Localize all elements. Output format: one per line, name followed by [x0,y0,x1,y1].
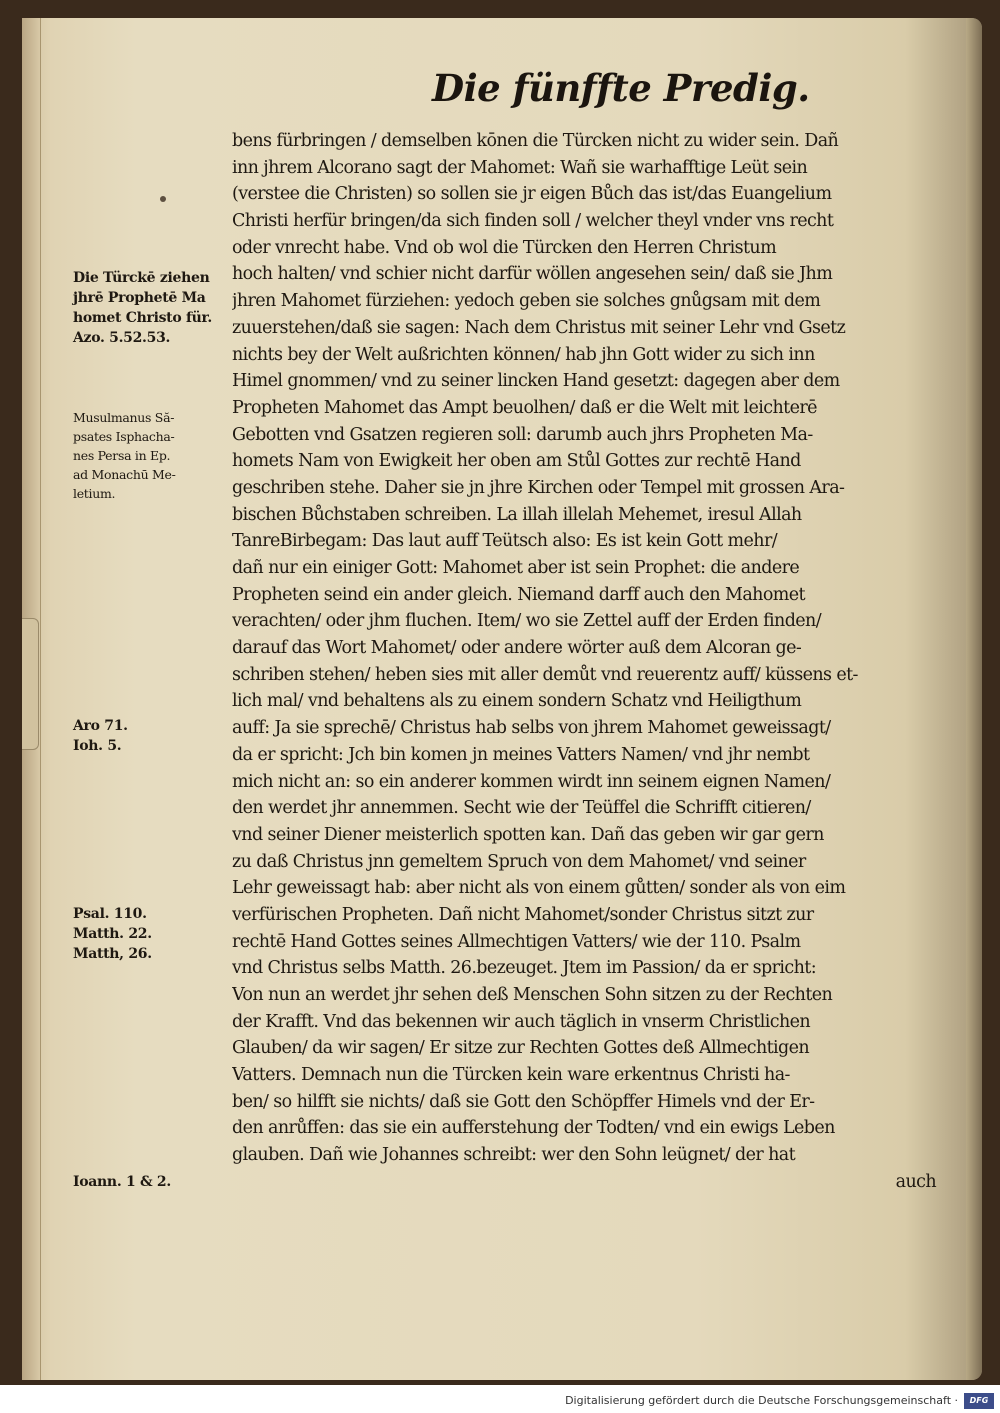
marginal-note: Aro 71. Ioh. 5. [73,718,128,754]
text-line: nichts bey der Welt außrichten können/ hab jhn Gott wider zu sich inn [232,344,815,365]
marginal-note: Psal. 110. Matth. 22. Matth, 26. [73,906,152,962]
body-text [232,128,940,1196]
text-line: den anrůffen: das sie ein aufferstehung der Todten/ vnd ein ewigs Leben [232,1118,835,1139]
page-tab-mark [22,618,39,750]
text-line: Himel gnommen/ vnd zu seiner lincken Hand gesetzt: dagegen aber dem [232,371,840,392]
text-line: Glauben/ da wir sagen/ Er sitze zur Rechten Gottes deß Allmechtigen [232,1038,810,1059]
text-line: auff: Ja sie sprechē/ Christus hab selbs von jhrem Mahomet geweissagt/ [232,718,831,739]
text-line: verfürischen Propheten. Dañ nicht Mahomet/sonder Christus sitzt zur [232,904,814,925]
text-line: Vatters. Demnach nun die Türcken kein ware erkentnus Christi ha- [232,1065,790,1086]
text-line: geschriben stehe. Daher sie jn jhre Kirchen oder Tempel mit grossen Ara- [232,477,845,498]
marginal-note: Ioann. 1 & 2. [73,1174,171,1190]
text-line: bischen Bůchstaben schreiben. La illah illelah Mehemet, iresul Allah [232,504,802,525]
ink-dot [160,196,166,202]
text-line: jhren Mahomet fürziehen: yedoch geben sie solches gnůgsam mit dem [232,291,821,312]
text-line: da er spricht: Jch bin komen jn meines Vatters Namen/ vnd jhr nembt [232,744,810,765]
text-line: den werdet jhr annemmen. Secht wie der Teüffel die Schrifft citieren/ [232,798,811,819]
text-line: bens fürbringen / demselben kōnen die Türcken nicht zu wider sein. Dañ [232,131,839,151]
text-line: vnd seiner Diener meisterlich spotten kan. Dañ das geben wir gar gern [232,824,824,845]
text-line: Christi herfür bringen/da sich finden soll / welcher theyl vnder vns recht [232,211,834,232]
catchword: auch [895,1171,936,1192]
text-line: hoch halten/ vnd schier nicht darfür wöllen angesehen sein/ daß sie Jhm [232,264,833,285]
text-line: inn jhrem Alcorano sagt der Mahomet: Wañ sie warhafftige Leüt sein [232,157,808,178]
text-line: vnd Christus selbs Matth. 26.bezeuget. Jtem im Passion/ da er spricht: [232,958,817,979]
text-line: zuuerstehen/daß sie sagen: Nach dem Christus mit seiner Lehr vnd Gsetz [232,317,846,338]
text-line: Gebotten vnd Gsatzen regieren soll: darumb auch jhrs Propheten Ma- [232,424,813,445]
text-line: der Krafft. Vnd das bekennen wir auch täglich in vnserm Christlichen [232,1011,811,1032]
marginal-note: Die Türckē ziehen jhrē Prophetē Ma homet Christo für. Azo. 5.52.53. [73,270,212,346]
text-line: Propheten Mahomet das Ampt beuolhen/ daß er die Welt mit leichterē [232,397,817,418]
text-line: schriben stehen/ heben sies mit aller demůt vnd reuerentz auff/ küssens et- [232,664,858,685]
text-line: oder vnrecht habe. Vnd ob wol die Türcken den Herren Christum [232,237,777,258]
marginal-note: Musulmanus Să- psates Isphacha- nes Persa in Ep. ad Monachū Me- letium. [73,410,176,501]
page-edge [966,18,982,1380]
text-line: mich nicht an: so ein anderer kommen wirdt inn seinem eignen Namen/ [232,771,831,792]
text-line: ben/ so hilfft sie nichts/ daß sie Gott den Schöpffer Himels vnd der Er- [232,1091,815,1112]
text-line: TanreBirbegam: Das laut auff Teütsch also: Es ist kein Gott mehr/ [232,531,778,552]
text-line: Von nun an werdet jhr sehen deß Menschen Sohn sitzen zu der Rechten [232,985,833,1005]
text-line: zu daß Christus jnn gemeltem Spruch von dem Mahomet/ vnd seiner [232,851,806,872]
text-line: glauben. Dañ wie Johannes schreibt: wer den Sohn leügnet/ der hat [232,1145,796,1166]
text-line: verachten/ oder jhm fluchen. Item/ wo sie Zettel auff der Erden finden/ [232,611,822,632]
text-line: Propheten seind ein ander gleich. Niemand darff auch den Mahomet [232,584,805,605]
text-line: homets Nam von Ewigkeit her oben am Stůl Gottes zur rechtē Hand [232,451,801,472]
page-heading: Die fünffte Predig. [432,66,810,110]
text-line: dañ nur ein einiger Gott: Mahomet aber ist sein Prophet: die andere [232,558,800,578]
text-line: lich mal/ vnd behaltens als zu einem sondern Schatz vnd Heiligthum [232,691,802,712]
footer-bar [0,1390,1000,1413]
text-line: Lehr geweissagt hab: aber nicht als von einem gůtten/ sonder als von eim [232,878,846,899]
text-line: rechtē Hand Gottes seines Allmechtigen Vatters/ wie der 110. Psalm [232,931,801,952]
funding-credit: Digitalisierung gefördert durch die Deutsche Forschungsgemeinschaft · [565,1394,958,1407]
text-line: darauf das Wort Mahomet/ oder andere wörter auß dem Alcoran ge- [232,638,802,659]
dfg-logo: DFG [964,1393,994,1409]
text-line: (verstee die Christen) so sollen sie jr eigen Bůch das ist/das Euangelium [232,184,832,205]
